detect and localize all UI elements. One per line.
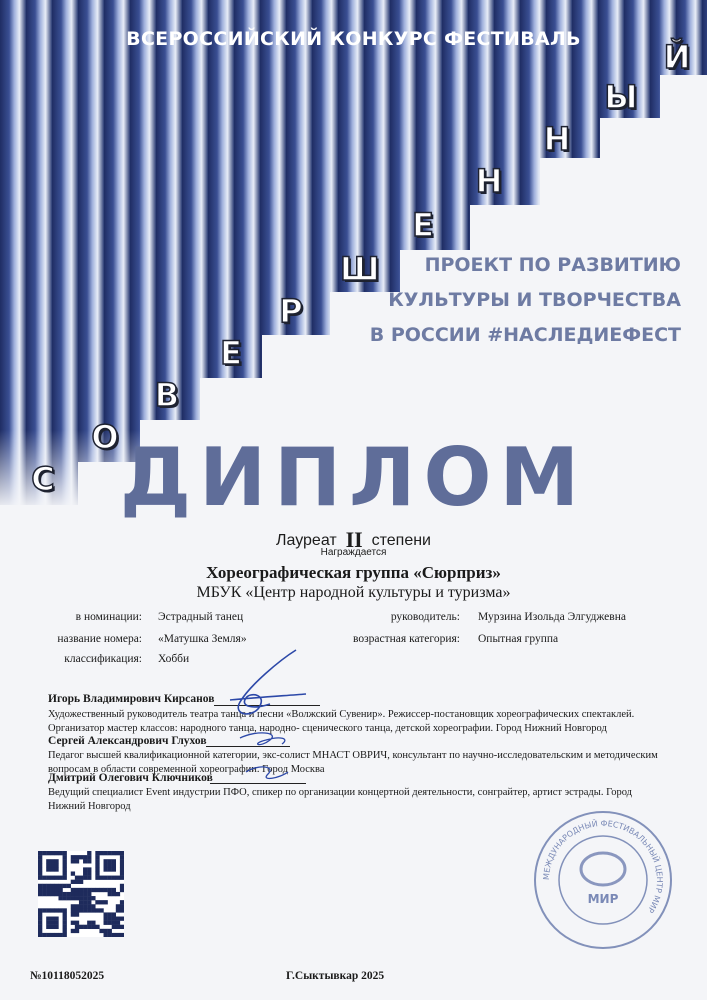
stair-letter: Ы — [604, 78, 638, 116]
age-value: Опытная группа — [478, 633, 559, 645]
organization-stamp — [528, 805, 678, 955]
stair-letter: С — [31, 460, 55, 498]
festival-header: ВСЕРОССИЙСКИЙ КОНКУРС ФЕСТИВАЛЬ — [126, 28, 581, 50]
jury-desc-3: Ведущий специалист Event индустрии ПФО, спикер по организации концертной деятельности, сонграйтер, артист эстрады. Город Нижний Новгород — [48, 787, 633, 812]
city-year: Г.Сыктывкар 2025 — [286, 970, 385, 982]
diploma-number: №10118052025 — [30, 970, 105, 982]
jury-desc-1: Художественный руководитель театра танца и песни «Волжский Сувенир». Режиссер-постановщик хореографических спектаклей. Организатор мастер классов: народного танца, народно- сценического танца, детской хореографии. Город Нижний Новгород — [48, 709, 635, 734]
nomination-value: Эстрадный танец — [158, 611, 244, 623]
stair-letter: Е — [220, 334, 242, 372]
stair-letter: Й — [663, 38, 691, 76]
project-line-1: ПРОЕКТ ПО РАЗВИТИЮ — [424, 254, 681, 276]
nomination-label: в номинации: — [75, 611, 142, 623]
diploma-title: ДИПЛОМ — [119, 431, 588, 524]
leader-value: Мурзина Изольда Элгуджевна — [478, 611, 626, 623]
stamp-ring-text: МЕЖДУНАРОДНЫЙ ФЕСТИВАЛЬНЫЙ ЦЕНТР МИР — [541, 818, 665, 915]
stair-letter: Н — [543, 120, 571, 158]
stamp-center-text: МИР — [587, 892, 619, 906]
jury-name-1: Игорь Владимирович Кирсанов — [48, 693, 215, 705]
classification-value: Хобби — [158, 653, 190, 665]
project-line-3: В РОССИИ #НАСЛЕДИЕФЕСТ — [369, 324, 681, 346]
classification-label: классификация: — [64, 653, 142, 665]
project-line-2: КУЛЬТУРЫ И ТВОРЧЕСТВА — [388, 289, 681, 311]
stair-letter: Е — [412, 206, 434, 244]
title-value: «Матушка Земля» — [158, 633, 247, 645]
recipient-name: Хореографическая группа «Сюрприз» — [206, 563, 501, 582]
stair-letter: О — [91, 418, 119, 456]
title-label: название номера: — [57, 633, 142, 645]
stair-letter: Р — [279, 292, 303, 330]
degree-numeral: II — [345, 527, 363, 552]
laureate-suffix: степени — [371, 532, 431, 549]
jury-name-2: Сергей Александрович Глухов — [48, 735, 207, 747]
recipient-org: МБУК «Центр народной культуры и туризма» — [196, 584, 511, 601]
awarded-label: Награждается — [320, 547, 387, 558]
stair-letter: Ш — [340, 250, 380, 288]
jury-name-3: Дмитрий Олегович Ключников — [48, 772, 213, 784]
jury-desc-2: Педагог высшей квалификационной категории, экс-солист МНАСТ ОВРИЧ, консультант по научно-исследовательским и методическим вопросам в области современной хореографии. Город Москва — [48, 750, 658, 775]
qr-code — [38, 851, 124, 937]
laureate-prefix: Лауреат — [275, 532, 337, 549]
leader-label: руководитель: — [390, 611, 460, 623]
stair-letter: В — [154, 376, 180, 414]
signature-scribble — [210, 640, 320, 790]
age-label: возрастная категория: — [353, 633, 460, 645]
stair-letter: Н — [475, 162, 503, 200]
